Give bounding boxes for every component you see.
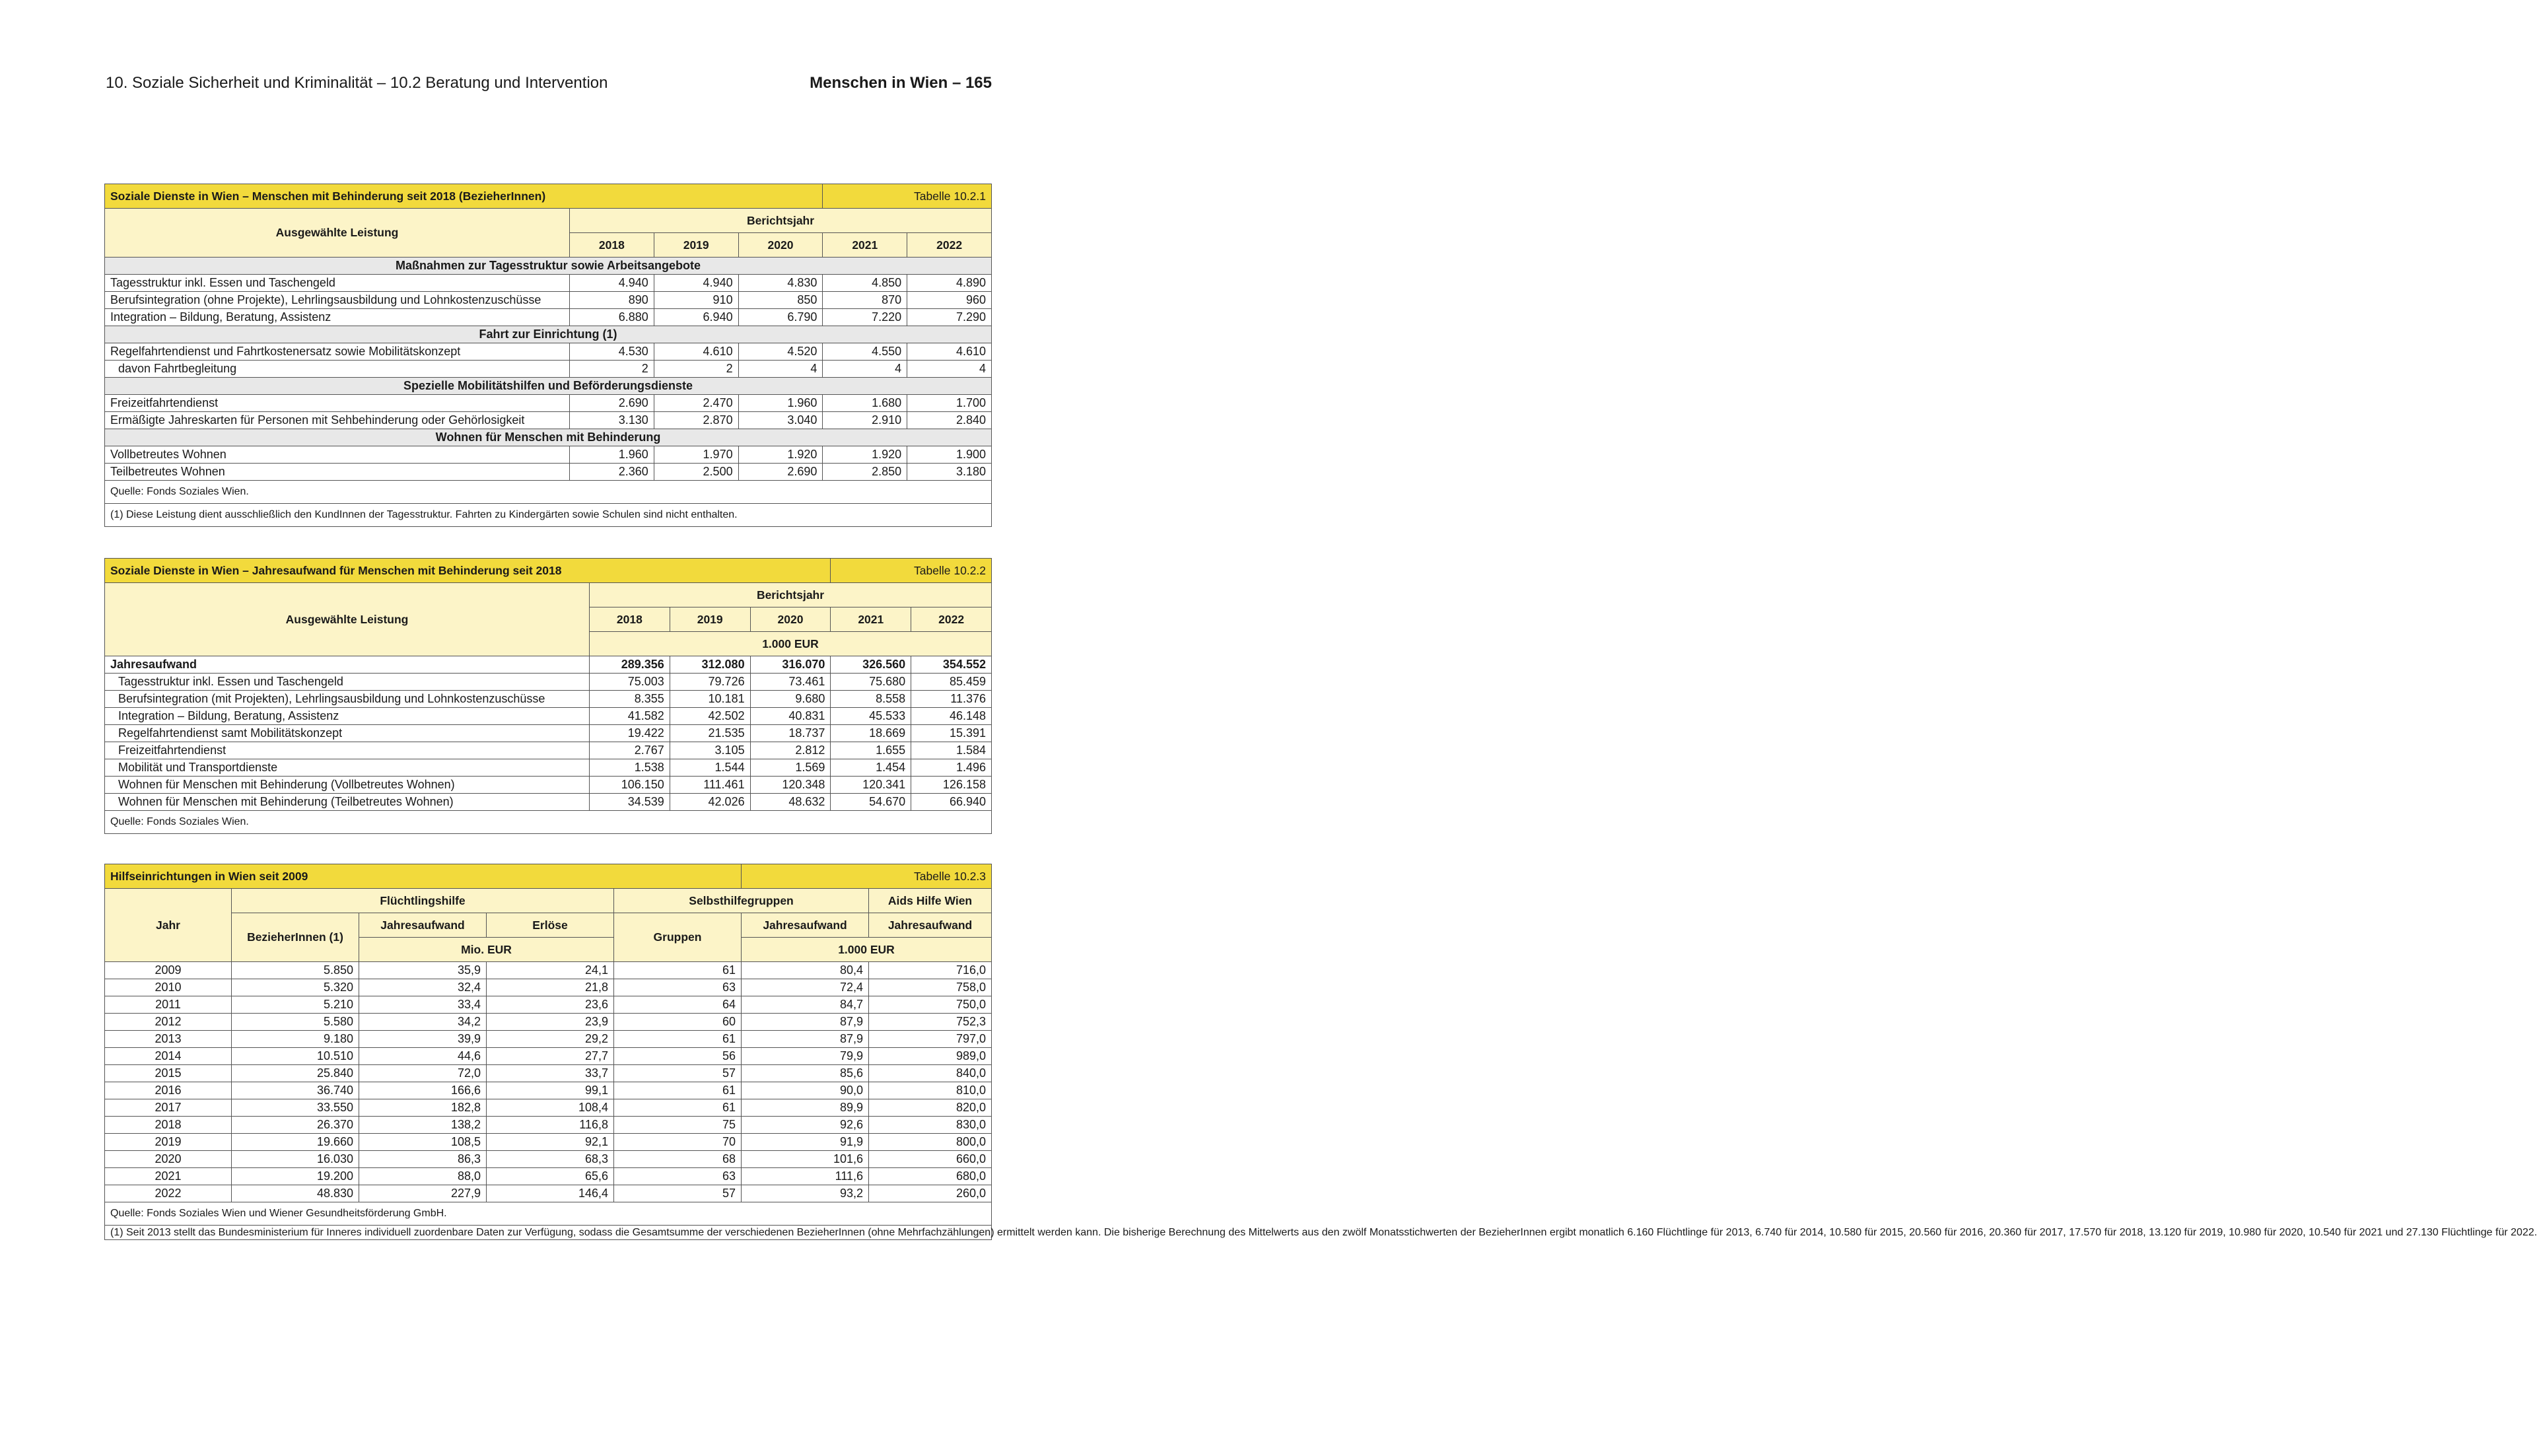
cell-value: 10.510 [232,1048,359,1065]
row-label: Tagesstruktur inkl. Essen und Taschengeld [105,275,570,292]
cell-value: 126.158 [911,777,992,794]
cell-value: 36.740 [232,1082,359,1099]
cell-value: 9.680 [750,691,831,708]
year-header: 2021 [831,607,911,632]
year-header: 2020 [750,607,831,632]
table-row [105,1117,992,1134]
cell-value: 21.535 [670,725,750,742]
unit-mio-eur: Mio. EUR [359,938,614,962]
table-row [105,1151,992,1168]
cell-value: 89,9 [742,1099,869,1117]
table-row [105,1134,992,1151]
row-label: davon Fahrtbegleitung [105,361,570,378]
cell-value: 70 [614,1134,742,1151]
cell-value: 660,0 [869,1151,992,1168]
year-header: 2022 [911,607,992,632]
cell-value: 2.850 [823,464,907,481]
cell-value: 7.290 [907,309,992,326]
row-label: Wohnen für Menschen mit Behinderung (Teilbetreutes Wohnen) [105,794,590,811]
column-header-jahresaufwand-fl: Jahresaufwand [359,913,487,938]
cell-value: 4 [907,361,992,378]
cell-value: 116,8 [487,1117,614,1134]
column-header-jahresaufwand-sh: Jahresaufwand [742,913,869,938]
column-header-jahresaufwand-aids: Jahresaufwand [869,913,992,938]
unit-label: 1.000 EUR [590,632,992,656]
cell-value: 63 [614,1168,742,1185]
table-row [105,446,992,464]
table-row [105,691,992,708]
cell-value: 42.026 [670,794,750,811]
column-header-leistung: Ausgewählte Leistung [105,583,590,656]
cell-value: 182,8 [359,1099,487,1117]
cell-value: 64 [614,996,742,1014]
cell-value: 93,2 [742,1185,869,1202]
cell-value: 1.538 [590,759,670,777]
cell-value: 48.830 [232,1185,359,1202]
cell-value: 108,4 [487,1099,614,1117]
cell-value: 354.552 [911,656,992,674]
cell-value: 797,0 [869,1031,992,1048]
cell-value: 61 [614,1031,742,1048]
cell-value: 33,7 [487,1065,614,1082]
cell-value: 35,9 [359,962,487,979]
row-year: 2018 [105,1117,232,1134]
cell-value: 6.880 [570,309,654,326]
cell-value: 26.370 [232,1117,359,1134]
cell-value: 2.470 [654,395,738,412]
cell-value: 2.360 [570,464,654,481]
cell-value: 960 [907,292,992,309]
cell-value: 910 [654,292,738,309]
table-10-2-1 [104,184,992,527]
table-row [105,1014,992,1031]
column-group-berichtsjahr: Berichtsjahr [590,583,992,607]
cell-value: 33.550 [232,1099,359,1117]
cell-value: 5.320 [232,979,359,996]
cell-value: 111,6 [742,1168,869,1185]
cell-value: 23,9 [487,1014,614,1031]
cell-value: 989,0 [869,1048,992,1065]
cell-value: 7.220 [823,309,907,326]
cell-value: 850 [738,292,823,309]
table-row [105,395,992,412]
cell-value: 16.030 [232,1151,359,1168]
cell-value: 61 [614,1099,742,1117]
table-row [105,309,992,326]
section-row [105,378,992,395]
cell-value: 1.454 [831,759,911,777]
cell-value: 19.660 [232,1134,359,1151]
row-year: 2015 [105,1065,232,1082]
section-heading: Fahrt zur Einrichtung (1) [105,326,992,343]
cell-value: 61 [614,962,742,979]
cell-value: 4.940 [570,275,654,292]
column-group-berichtsjahr: Berichtsjahr [570,209,992,233]
table-row [105,979,992,996]
table-title: Hilfseinrichtungen in Wien seit 2009 [105,864,742,889]
cell-value: 91,9 [742,1134,869,1151]
year-header: 2018 [570,233,654,258]
cell-value: 840,0 [869,1065,992,1082]
row-year: 2016 [105,1082,232,1099]
cell-value: 24,1 [487,962,614,979]
cell-value: 44,6 [359,1048,487,1065]
unit-1000-eur: 1.000 EUR [742,938,992,962]
column-header-gruppen: Gruppen [614,913,742,962]
table-10-2-2 [104,558,992,834]
column-header-erloese: Erlöse [487,913,614,938]
page-header [106,74,992,100]
row-label: Integration – Bildung, Beratung, Assistenz [105,309,570,326]
table-title-row [105,559,992,583]
table-number: Tabelle 10.2.2 [831,559,992,583]
cell-value: 4 [823,361,907,378]
cell-value: 2.840 [907,412,992,429]
cell-value: 260,0 [869,1185,992,1202]
cell-value: 4.550 [823,343,907,361]
cell-value: 289.356 [590,656,670,674]
table-row [105,777,992,794]
cell-value: 75 [614,1117,742,1134]
table-title: Soziale Dienste in Wien – Jahresaufwand für Menschen mit Behinderung seit 2018 [105,559,831,583]
cell-value: 86,3 [359,1151,487,1168]
table-footnote: (1) Diese Leistung dient ausschließlich den KundInnen der Tagesstruktur. Fahrten zu Kindergärten sowie Schulen sind nicht enthalten. [105,504,992,527]
cell-value: 18.737 [750,725,831,742]
row-label: Regelfahrtendienst samt Mobilitätskonzept [105,725,590,742]
cell-value: 120.341 [831,777,911,794]
cell-value: 40.831 [750,708,831,725]
cell-value: 4.940 [654,275,738,292]
row-label: Ermäßigte Jahreskarten für Personen mit Sehbehinderung oder Gehörlosigkeit [105,412,570,429]
cell-value: 138,2 [359,1117,487,1134]
cell-value: 2.500 [654,464,738,481]
cell-value: 716,0 [869,962,992,979]
table-source: Quelle: Fonds Soziales Wien. [105,481,992,504]
cell-value: 80,4 [742,962,869,979]
cell-value: 48.632 [750,794,831,811]
cell-value: 75.680 [831,674,911,691]
table-row [105,1099,992,1117]
cell-value: 2.910 [823,412,907,429]
section-row [105,429,992,446]
cell-value: 41.582 [590,708,670,725]
table-row [105,1185,992,1202]
cell-value: 680,0 [869,1168,992,1185]
cell-value: 85.459 [911,674,992,691]
cell-value: 5.210 [232,996,359,1014]
table-row [105,794,992,811]
cell-value: 830,0 [869,1117,992,1134]
cell-value: 34,2 [359,1014,487,1031]
cell-value: 72,4 [742,979,869,996]
total-row [105,656,992,674]
cell-value: 752,3 [869,1014,992,1031]
cell-value: 60 [614,1014,742,1031]
table-row [105,1031,992,1048]
table-row [105,674,992,691]
table-row [105,1168,992,1185]
table-row [105,996,992,1014]
cell-value: 65,6 [487,1168,614,1185]
cell-value: 6.940 [654,309,738,326]
table-row [105,742,992,759]
cell-value: 92,1 [487,1134,614,1151]
table-row [105,708,992,725]
cell-value: 800,0 [869,1134,992,1151]
cell-value: 1.920 [738,446,823,464]
table-title: Soziale Dienste in Wien – Menschen mit Behinderung seit 2018 (BezieherInnen) [105,184,823,209]
cell-value: 57 [614,1065,742,1082]
cell-value: 79,9 [742,1048,869,1065]
year-header: 2018 [590,607,670,632]
cell-value: 1.960 [738,395,823,412]
cell-value: 85,6 [742,1065,869,1082]
row-label: Freizeitfahrtendienst [105,395,570,412]
table-title-row [105,184,992,209]
row-label: Freizeitfahrtendienst [105,742,590,759]
cell-value: 2.767 [590,742,670,759]
table-row [105,464,992,481]
table-row [105,1048,992,1065]
cell-value: 39,9 [359,1031,487,1048]
cell-value: 88,0 [359,1168,487,1185]
cell-value: 1.960 [570,446,654,464]
cell-value: 25.840 [232,1065,359,1082]
cell-value: 810,0 [869,1082,992,1099]
cell-value: 120.348 [750,777,831,794]
cell-value: 166,6 [359,1082,487,1099]
row-label: Regelfahrtendienst und Fahrtkostenersatz sowie Mobilitätskonzept [105,343,570,361]
cell-value: 54.670 [831,794,911,811]
cell-value: 4.890 [907,275,992,292]
table-number: Tabelle 10.2.1 [823,184,992,209]
cell-value: 312.080 [670,656,750,674]
cell-value: 101,6 [742,1151,869,1168]
row-year: 2022 [105,1185,232,1202]
cell-value: 1.920 [823,446,907,464]
cell-value: 4.530 [570,343,654,361]
cell-value: 1.496 [911,759,992,777]
table-row [105,725,992,742]
group-selbsthilfegruppen: Selbsthilfegruppen [614,889,869,913]
cell-value: 5.580 [232,1014,359,1031]
table-row [105,1065,992,1082]
cell-value: 1.970 [654,446,738,464]
cell-value: 73.461 [750,674,831,691]
cell-value: 108,5 [359,1134,487,1151]
cell-value: 4.830 [738,275,823,292]
cell-value: 3.105 [670,742,750,759]
row-label: Berufsintegration (mit Projekten), Lehrlingsausbildung und Lohnkostenzuschüsse [105,691,590,708]
cell-value: 19.200 [232,1168,359,1185]
row-year: 2009 [105,962,232,979]
cell-value: 2.812 [750,742,831,759]
cell-value: 10.181 [670,691,750,708]
row-label: Tagesstruktur inkl. Essen und Taschengeld [105,674,590,691]
row-label: Mobilität und Transportdienste [105,759,590,777]
table-row [105,412,992,429]
row-year: 2011 [105,996,232,1014]
cell-value: 3.130 [570,412,654,429]
row-year: 2013 [105,1031,232,1048]
cell-value: 1.900 [907,446,992,464]
cell-value: 106.150 [590,777,670,794]
year-header: 2020 [738,233,823,258]
cell-value: 63 [614,979,742,996]
table-row [105,292,992,309]
cell-value: 29,2 [487,1031,614,1048]
table-row [105,759,992,777]
cell-value: 90,0 [742,1082,869,1099]
cell-value: 870 [823,292,907,309]
table-footnote: (1) Seit 2013 stellt das Bundesministerium für Inneres individuell zuordenbare Daten zur Verfügung, sodass die Gesamtsumme der verschiedenen BezieherInnen (ohne Mehrfachzählungen) ermittelt werden kann. Die bisherige Berechnung des Mittelwerts aus den zwölf Monatsstichwerten der BezieherInnen ergibt monatlich 6.160 Flüchtlinge für 2013, 6.740 für 2014, 10.580 für 2015, 20.560 für 2016, 20.360 für 2017, 17.570 für 2018, 13.120 für 2019, 10.980 für 2020, 10.540 für 2021 und 27.130 Flüchtlinge für 2022. [105,1226,992,1240]
cell-value: 8.355 [590,691,670,708]
table-title-row [105,864,992,889]
table-row [105,343,992,361]
cell-value: 4.610 [654,343,738,361]
row-year: 2021 [105,1168,232,1185]
row-year: 2020 [105,1151,232,1168]
cell-value: 4 [738,361,823,378]
cell-value: 11.376 [911,691,992,708]
section-row [105,258,992,275]
cell-value: 68 [614,1151,742,1168]
row-label: Wohnen für Menschen mit Behinderung (Vollbetreutes Wohnen) [105,777,590,794]
cell-value: 46.148 [911,708,992,725]
row-label: Teilbetreutes Wohnen [105,464,570,481]
row-year: 2014 [105,1048,232,1065]
cell-value: 2.690 [738,464,823,481]
cell-value: 4.520 [738,343,823,361]
cell-value: 8.558 [831,691,911,708]
cell-value: 72,0 [359,1065,487,1082]
cell-value: 1.544 [670,759,750,777]
cell-value: 2.870 [654,412,738,429]
cell-value: 758,0 [869,979,992,996]
table-row [105,275,992,292]
cell-value: 92,6 [742,1117,869,1134]
table-source: Quelle: Fonds Soziales Wien und Wiener Gesundheitsförderung GmbH. [105,1202,992,1226]
row-label: Jahresaufwand [105,656,590,674]
row-label: Integration – Bildung, Beratung, Assistenz [105,708,590,725]
row-year: 2010 [105,979,232,996]
cell-value: 61 [614,1082,742,1099]
cell-value: 2 [570,361,654,378]
cell-value: 57 [614,1185,742,1202]
group-fluechtlingshilfe: Flüchtlingshilfe [232,889,614,913]
chapter-title: 10. Soziale Sicherheit und Kriminalität – 10.2 Beratung und Intervention [106,74,608,92]
cell-value: 820,0 [869,1099,992,1117]
row-label: Vollbetreutes Wohnen [105,446,570,464]
cell-value: 42.502 [670,708,750,725]
table-source: Quelle: Fonds Soziales Wien. [105,811,992,834]
row-year: 2017 [105,1099,232,1117]
cell-value: 146,4 [487,1185,614,1202]
cell-value: 750,0 [869,996,992,1014]
cell-value: 2.690 [570,395,654,412]
row-label: Berufsintegration (ohne Projekte), Lehrlingsausbildung und Lohnkostenzuschüsse [105,292,570,309]
year-header: 2019 [670,607,750,632]
column-header-bezieher: BezieherInnen (1) [232,913,359,962]
table-10-2-3 [104,864,2537,1240]
cell-value: 15.391 [911,725,992,742]
cell-value: 1.700 [907,395,992,412]
year-header: 2019 [654,233,738,258]
cell-value: 18.669 [831,725,911,742]
cell-value: 79.726 [670,674,750,691]
cell-value: 23,6 [487,996,614,1014]
cell-value: 33,4 [359,996,487,1014]
cell-value: 111.461 [670,777,750,794]
cell-value: 32,4 [359,979,487,996]
cell-value: 66.940 [911,794,992,811]
cell-value: 27,7 [487,1048,614,1065]
cell-value: 56 [614,1048,742,1065]
cell-value: 890 [570,292,654,309]
table-row [105,361,992,378]
cell-value: 3.040 [738,412,823,429]
cell-value: 19.422 [590,725,670,742]
cell-value: 87,9 [742,1031,869,1048]
page-number: Menschen in Wien – 165 [810,74,992,92]
cell-value: 84,7 [742,996,869,1014]
cell-value: 6.790 [738,309,823,326]
cell-value: 1.584 [911,742,992,759]
cell-value: 3.180 [907,464,992,481]
cell-value: 316.070 [750,656,831,674]
cell-value: 4.850 [823,275,907,292]
column-header-leistung: Ausgewählte Leistung [105,209,570,258]
cell-value: 75.003 [590,674,670,691]
section-heading: Maßnahmen zur Tagesstruktur sowie Arbeitsangebote [105,258,992,275]
cell-value: 45.533 [831,708,911,725]
cell-value: 87,9 [742,1014,869,1031]
section-heading: Wohnen für Menschen mit Behinderung [105,429,992,446]
row-year: 2012 [105,1014,232,1031]
column-header-jahr: Jahr [105,889,232,962]
cell-value: 1.655 [831,742,911,759]
group-aids-hilfe: Aids Hilfe Wien [869,889,992,913]
table-number: Tabelle 10.2.3 [742,864,992,889]
cell-value: 4.610 [907,343,992,361]
cell-value: 326.560 [831,656,911,674]
cell-value: 1.680 [823,395,907,412]
cell-value: 21,8 [487,979,614,996]
year-header: 2021 [823,233,907,258]
cell-value: 34.539 [590,794,670,811]
year-header: 2022 [907,233,992,258]
section-row [105,326,992,343]
table-row [105,962,992,979]
cell-value: 2 [654,361,738,378]
cell-value: 68,3 [487,1151,614,1168]
table-row [105,1082,992,1099]
cell-value: 227,9 [359,1185,487,1202]
cell-value: 5.850 [232,962,359,979]
cell-value: 9.180 [232,1031,359,1048]
section-heading: Spezielle Mobilitätshilfen und Beförderungsdienste [105,378,992,395]
row-year: 2019 [105,1134,232,1151]
cell-value: 1.569 [750,759,831,777]
cell-value: 99,1 [487,1082,614,1099]
